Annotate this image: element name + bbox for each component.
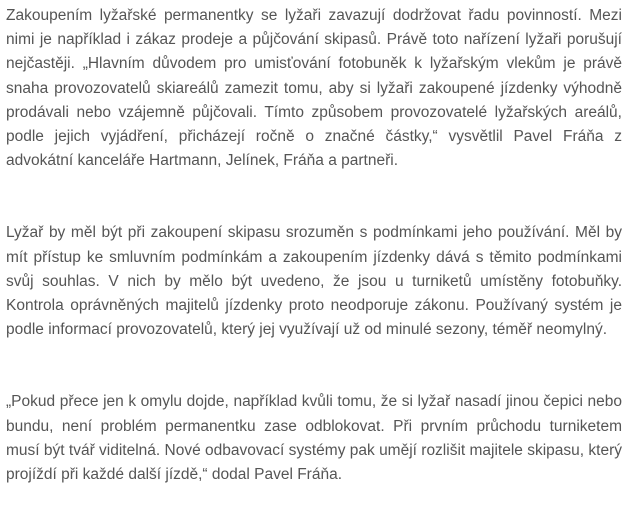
article-paragraph-2: Lyžař by měl být při zakoupení skipasu srozuměn s podmínkami jeho používání. Měl by mít přístup ke smluvním podmínkám a zakoupením jízdenky dává s těmito podmínkami svůj souhlas. V nich by mělo být uvedeno, že jsou u turniketů umístěny fotobuňky. Kontrola oprávněných majitelů jízdenky proto neodporuje zákonu. Používaný systém je podle informací provozovatelů, který jej využívají už od minulé sezony, téměř neomylný. (6, 224, 622, 339)
article-paragraph-1: Zakoupením lyžařské permanentky se lyžaři zavazují dodržovat řadu povinností. Mezi nimi je například i zákaz prodeje a půjčování skipasů. Právě toto nařízení lyžaři porušují nejčastěji. „Hlavním důvodem pro umisťování fotobuněk k lyžařským vlekům je právě snaha provozovatelů skiareálů zamezit tomu, aby si lyžaři zakoupené jízdenky výhodně prodávali nebo vzájemně půjčovali. Tímto způsobem provozovatelé lyžařských areálů, podle jejich vyjádření, přicházejí ročně o značné částky,“ vysvětlil Pavel Fráňa z advokátní kanceláře Hartmann, Jelínek, Fráňa a partneři. (6, 7, 622, 170)
article-paragraph-3: „Pokud přece jen k omylu dojde, například kvůli tomu, že si lyžař nasadí jinou čepici nebo bundu, není problém permanentku zase odblokovat. Při prvním průchodu turniketem musí být tvář viditelná. Nové odbavovací systémy pak umějí rozlišit majitele skipasu, který projíždí při každé další jízdě,“ dodal Pavel Fráňa. (6, 393, 622, 484)
article-body (6, 4, 622, 487)
